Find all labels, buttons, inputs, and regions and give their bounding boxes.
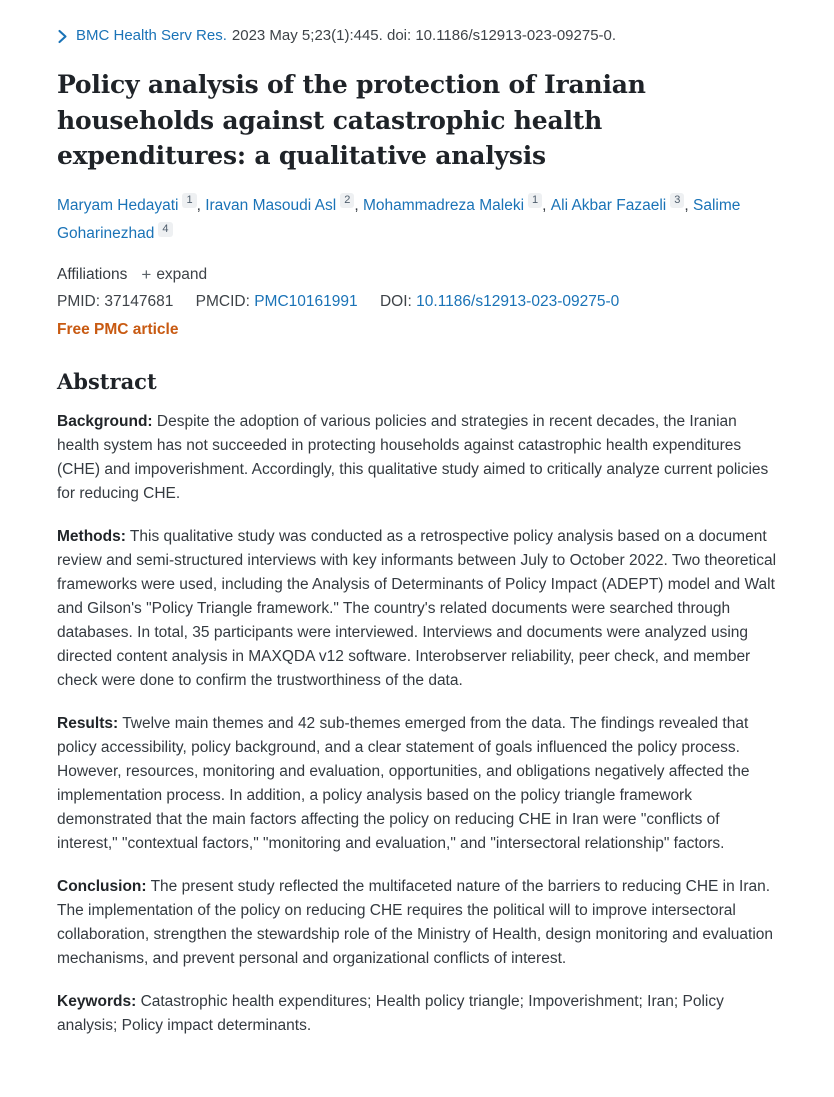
chevron-right-icon bbox=[57, 29, 68, 44]
abstract-heading: Abstract bbox=[57, 368, 157, 394]
citation-details: 2023 May 5;23(1):445. doi: 10.1186/s12913-023-09275-0. bbox=[231, 27, 617, 44]
author-item bbox=[362, 194, 551, 214]
doi-label: DOI: bbox=[379, 292, 412, 310]
author-link[interactable]: Mohammadreza Maleki bbox=[362, 196, 525, 214]
pmcid-label: PMCID: bbox=[195, 292, 250, 310]
pmcid-link[interactable]: PMC10161991 bbox=[254, 292, 358, 310]
author-link[interactable]: Iravan Masoudi Asl bbox=[205, 196, 337, 214]
author-affiliation-sup[interactable]: 2 bbox=[340, 193, 354, 208]
author-item bbox=[57, 194, 206, 214]
abstract-section-label: Results: bbox=[57, 715, 119, 733]
affiliations-expand-button[interactable] bbox=[141, 266, 207, 284]
pmid-value: 37147681 bbox=[104, 292, 174, 310]
identifiers-row bbox=[57, 293, 777, 311]
doi-group bbox=[380, 293, 619, 310]
author-affiliation-sup[interactable]: 4 bbox=[158, 222, 172, 237]
abstract-paragraph bbox=[57, 410, 777, 506]
journal-dropdown-toggle[interactable] bbox=[57, 29, 68, 44]
abstract-paragraph bbox=[57, 525, 777, 693]
pmid-label: PMID: bbox=[57, 292, 101, 310]
author-separator: , bbox=[542, 196, 551, 214]
abstract-section-label: Methods: bbox=[57, 527, 126, 545]
author-affiliation-sup[interactable]: 1 bbox=[528, 193, 542, 208]
authors-list bbox=[57, 192, 777, 249]
author-separator: , bbox=[684, 196, 693, 214]
author-separator: , bbox=[354, 196, 363, 214]
page-title: Policy analysis of the protection of Iranian households against catastrophic health expenditures: a qualitative analysis bbox=[57, 70, 646, 170]
pmid-group bbox=[57, 293, 178, 310]
expand-label: expand bbox=[156, 265, 208, 283]
plus-icon: + bbox=[141, 265, 152, 285]
free-pmc-article-label: Free PMC article bbox=[57, 320, 179, 338]
abstract-section-text: Twelve main themes and 42 sub-themes emerged from the data. The findings revealed that policy accessibility, policy background, and a clear statement of goals influenced the policy process. However, resources, monitoring and evaluation, opportunities, and obligations negatively affected the implementation process. In addition, a policy analysis based on the policy triangle framework demonstrated that the main factors affecting the policy on reducing CHE in Iran were "conflicts of interest," "contextual factors," "monitoring and evaluation," and "intersectoral relationship" factors. bbox=[57, 715, 750, 853]
author-link[interactable]: Ali Akbar Fazaeli bbox=[550, 196, 667, 214]
abstract-section-text: The present study reflected the multifaceted nature of the barriers to reducing CHE in Iran. The implementation of the policy on reducing CHE requires the political will to improve intersectoral collaboration, strengthen the stewardship role of the Ministry of Health, design monitoring and evaluation mechanisms, and prevent personal and organizational conflicts of interest. bbox=[57, 878, 773, 968]
author-affiliation-sup[interactable]: 3 bbox=[670, 193, 684, 208]
journal-link[interactable]: BMC Health Serv Res. bbox=[76, 27, 227, 44]
pmcid-group bbox=[196, 293, 362, 310]
author-separator: , bbox=[196, 196, 206, 214]
author-link[interactable]: Salime Goharinezhad bbox=[57, 196, 741, 243]
author-item bbox=[205, 194, 363, 214]
abstract-section-label: Keywords: bbox=[57, 993, 137, 1011]
affiliations-row bbox=[57, 266, 777, 284]
abstract-section-text: Despite the adoption of various policies and strategies in recent decades, the Iranian health system has not succeeded in protecting households against catastrophic health expenditures (CHE) and impoverishment. Accordingly, this qualitative study aimed to critically analyze current policies for reducing CHE. bbox=[57, 412, 769, 502]
abstract-paragraph bbox=[57, 712, 777, 856]
abstract-section-text: This qualitative study was conducted as a retrospective policy analysis based on a document review and semi-structured interviews with key informants between July to October 2022. Two theoretical frameworks were used, including the Analysis of Determinants of Policy Impact (ADEPT) model and Walt and Gilson's "Policy Triangle framework." The country's related documents were searched through databases. In total, 35 participants were interviewed. Interviews and documents were analyzed using directed content analysis in MAXQDA v12 software. Interobserver reliability, peer check, and member check were done to confirm the trustworthiness of the data. bbox=[57, 527, 777, 689]
author-item bbox=[550, 194, 693, 214]
citation-line bbox=[57, 27, 777, 44]
abstract-body bbox=[57, 410, 777, 1038]
abstract-section-text: Catastrophic health expenditures; Health policy triangle; Impoverishment; Iran; Policy analysis; Policy impact determinants. bbox=[57, 993, 724, 1035]
author-link[interactable]: Maryam Hedayati bbox=[57, 196, 179, 214]
doi-link[interactable]: 10.1186/s12913-023-09275-0 bbox=[416, 292, 620, 310]
affiliations-label: Affiliations bbox=[57, 265, 128, 283]
abstract-section-label: Background: bbox=[57, 412, 153, 430]
abstract-section-label: Conclusion: bbox=[57, 878, 147, 896]
author-affiliation-sup[interactable]: 1 bbox=[182, 193, 196, 208]
abstract-paragraph bbox=[57, 875, 777, 971]
abstract-paragraph bbox=[57, 990, 777, 1038]
